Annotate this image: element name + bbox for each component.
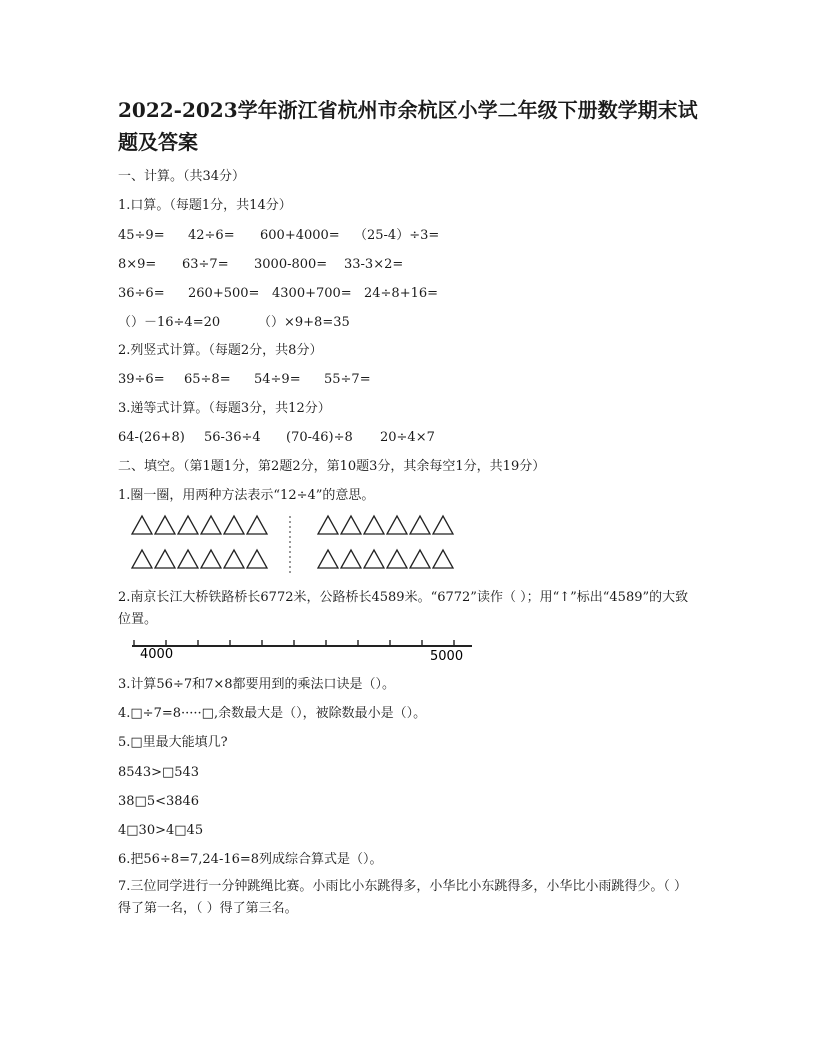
- fill-q5-b: 38□5<3846: [118, 794, 200, 809]
- q3-item: (70-46)÷8: [286, 430, 353, 445]
- fill-q5: 5.□里最大能填几?: [118, 735, 228, 750]
- page-title: 2022-2023学年浙江省杭州市余杭区小学二年级下册数学期末试题及答案: [118, 98, 698, 154]
- number-line-end-label: 5000: [430, 649, 464, 664]
- q3-item: 20÷4×7: [380, 430, 435, 445]
- q1-item: 8×9=: [118, 257, 157, 272]
- triangle-group-right: [318, 516, 453, 568]
- triangle-group-left: [132, 516, 267, 568]
- q1-item: （25-4）÷3=: [354, 228, 440, 243]
- q2-item: 55÷7=: [324, 372, 371, 387]
- q2-item: 65÷8=: [184, 372, 231, 387]
- fill-q7: 7.三位同学进行一分钟跳绳比赛。小雨比小东跳得多，小华比小东跳得多，小华比小雨跳得少。（ ）得了第一名，（ ）得了第三名。: [118, 879, 688, 916]
- q1-item: （）×9+8=35: [258, 315, 350, 330]
- q1-item: 36÷6=: [118, 286, 165, 301]
- fill-q1: 1.圈一圈，用两种方法表示“12÷4”的意思。: [118, 488, 375, 503]
- q3-heading: 3.递等式计算。（每题3分，共12分）: [118, 401, 331, 416]
- section-1-heading: 一、计算。（共34分）: [118, 169, 246, 184]
- q1-heading: 1.口算。（每题1分，共14分）: [118, 198, 292, 213]
- q1-item: 33-3×2=: [344, 257, 404, 272]
- fill-q3: 3.计算56÷7和7×8都要用到的乘法口诀是（）。: [118, 677, 396, 692]
- q1-item: 42÷6=: [188, 228, 235, 243]
- q2-item: 54÷9=: [254, 372, 301, 387]
- q1-item: 4300+700=: [272, 286, 352, 301]
- q1-item: 3000-800=: [254, 257, 328, 272]
- fill-q6: 6.把56÷8=7,24-16=8列成综合算式是（）。: [118, 852, 383, 867]
- q3-item: 56-36÷4: [204, 430, 261, 445]
- number-line: [132, 636, 482, 666]
- number-line-start-label: 4000: [140, 647, 174, 662]
- q2-heading: 2.列竖式计算。（每题2分，共8分）: [118, 343, 323, 358]
- fill-q5-c: 4□30>4□45: [118, 823, 204, 838]
- q3-item: 64-(26+8): [118, 430, 185, 445]
- q2-item: 39÷6=: [118, 372, 165, 387]
- section-2-heading: 二、填空。（第1题1分，第2题2分，第10题3分，其余每空1分，共19分）: [118, 459, 546, 474]
- fill-q5-a: 8543>□543: [118, 765, 200, 780]
- q1-item: （）－16÷4=20: [118, 315, 221, 330]
- q1-item: 24÷8+16=: [364, 286, 439, 301]
- q1-item: 45÷9=: [118, 228, 165, 243]
- triangles-figure: [132, 514, 472, 578]
- fill-q4: 4.□÷7=8·····□,余数最大是（），被除数最小是（）。: [118, 706, 427, 721]
- q1-item: 600+4000=: [260, 228, 340, 243]
- q1-item: 260+500=: [188, 286, 260, 301]
- fill-q2: 2.南京长江大桥铁路桥长6772米，公路桥长4589米。“6772”读作（ ）；用“↑”标出“4589”的大致位置。: [118, 590, 689, 627]
- q1-item: 63÷7=: [182, 257, 229, 272]
